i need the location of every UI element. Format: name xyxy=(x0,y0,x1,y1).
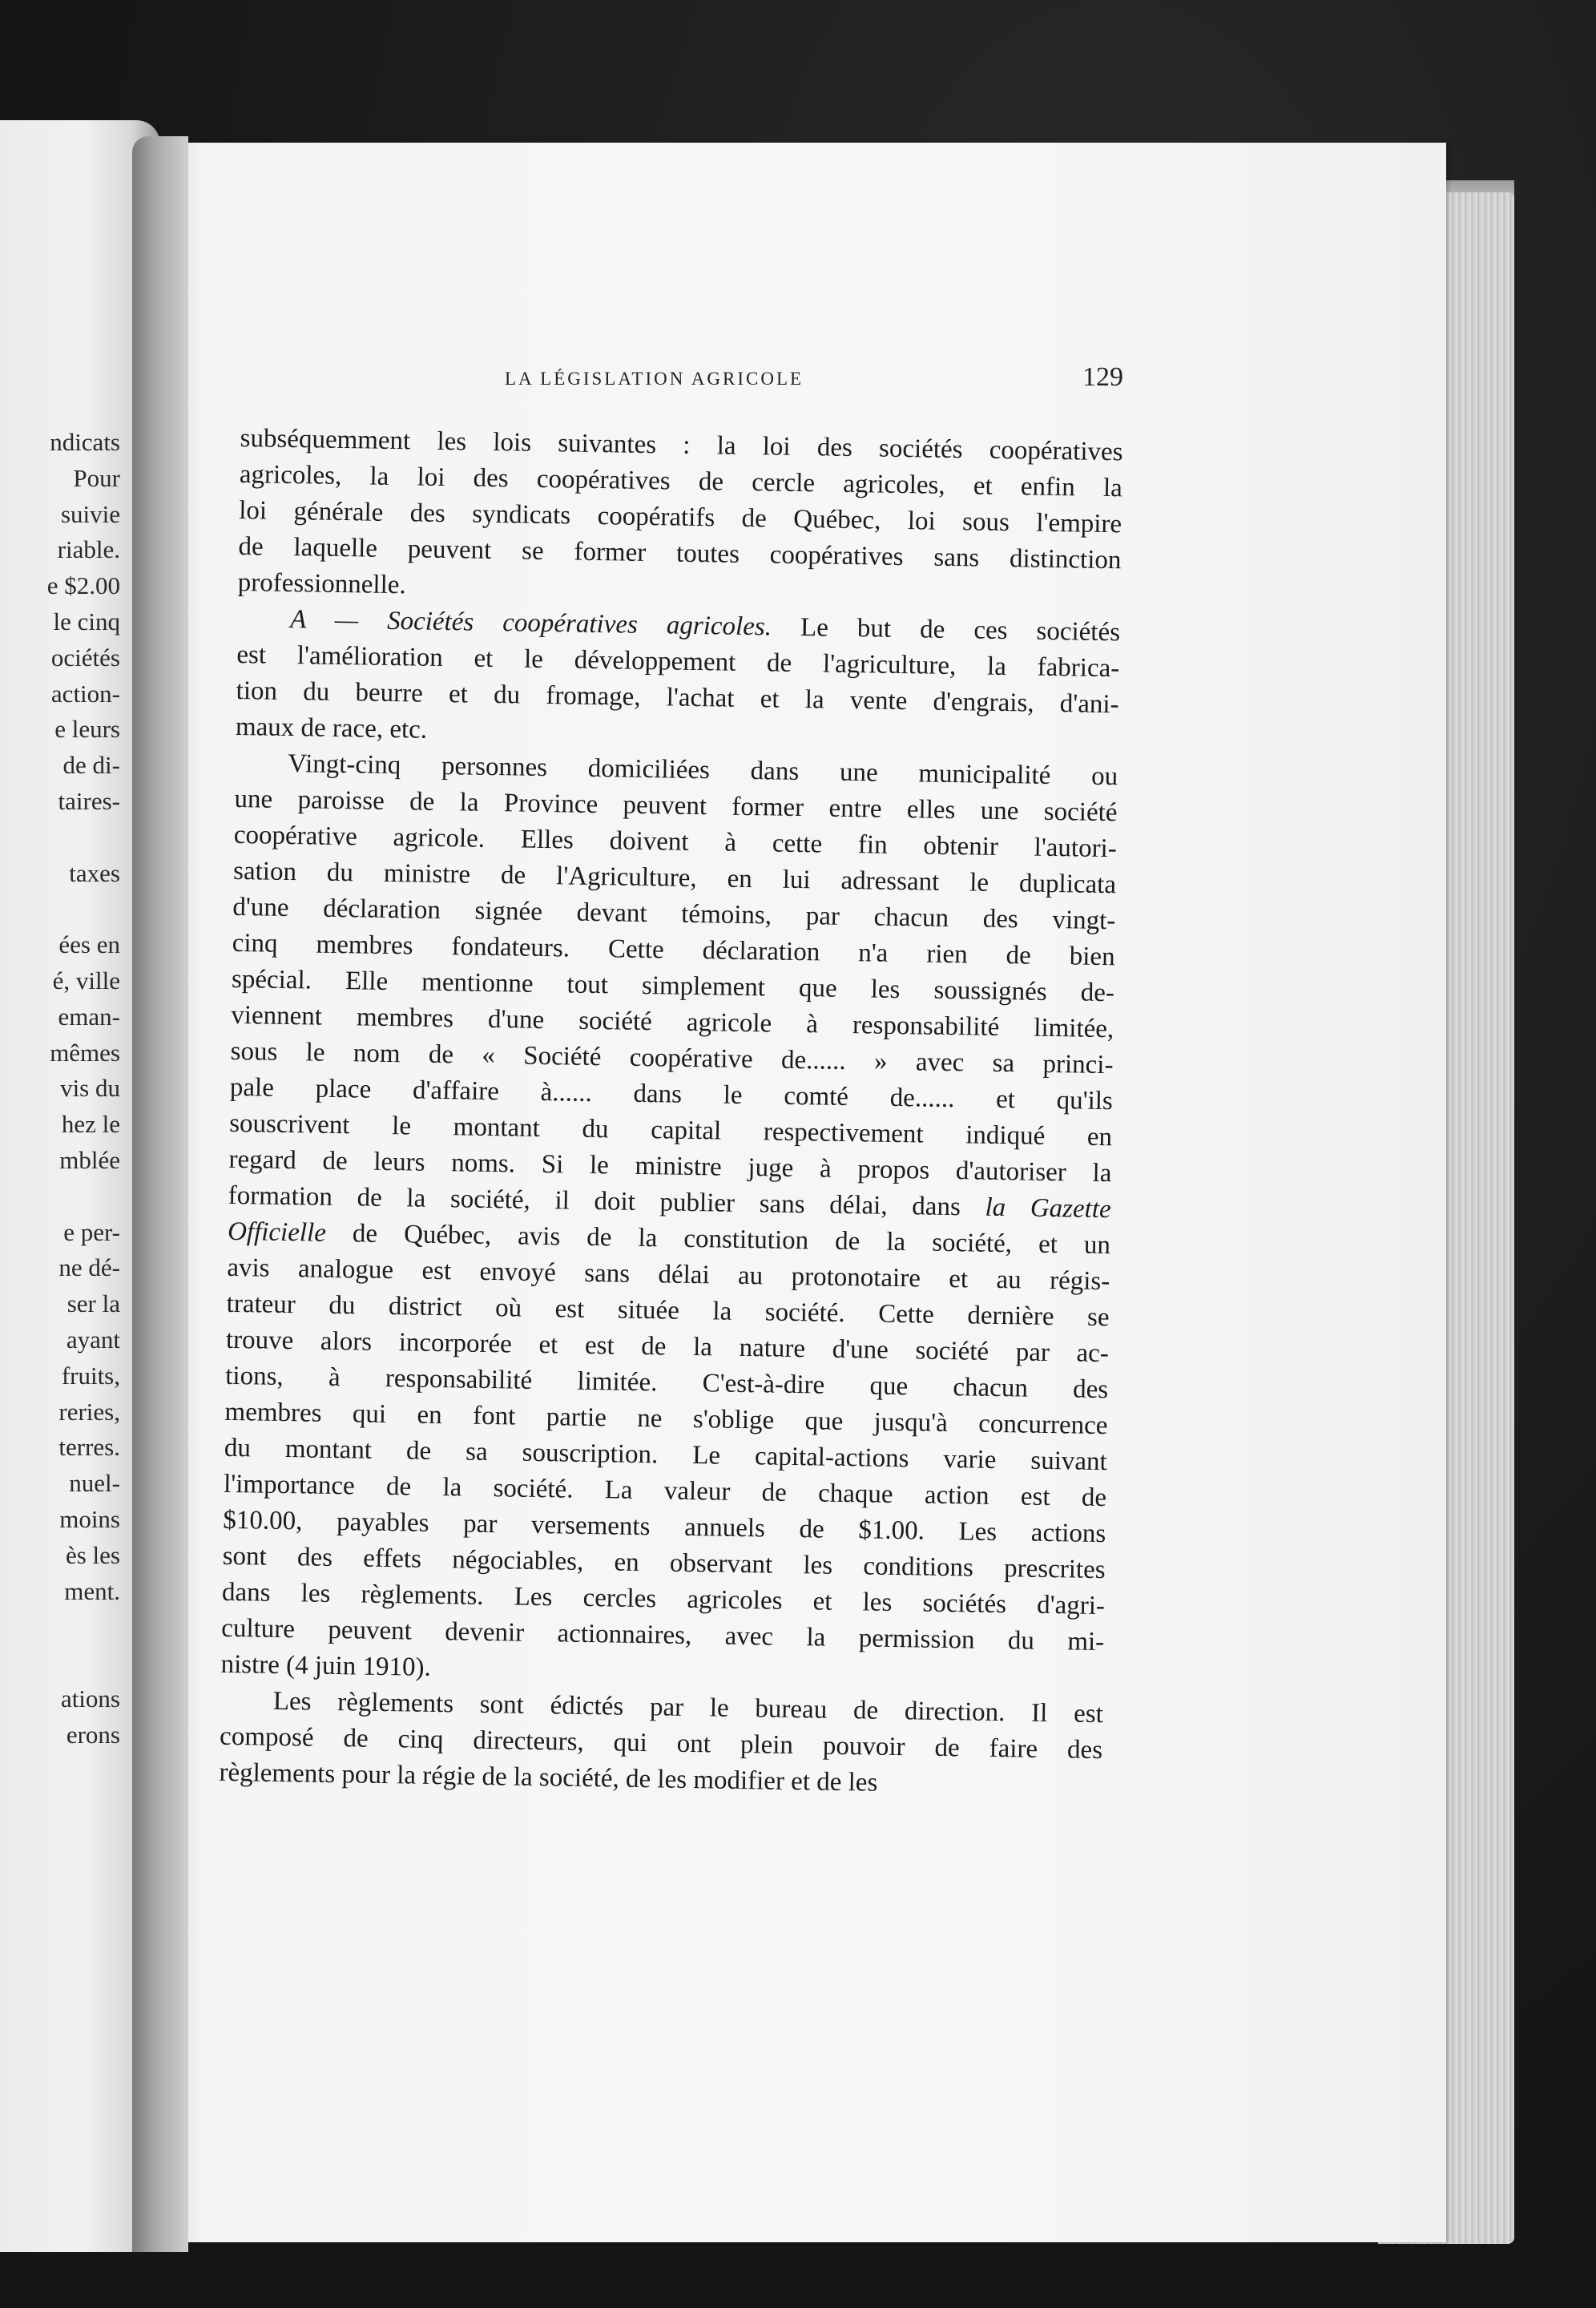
line-text: trouve alors incorporée et est de la nature d'une société par ac- xyxy=(225,1325,1110,1369)
left-fragment: e per- xyxy=(63,1217,120,1246)
left-fragment: eman- xyxy=(58,1002,120,1031)
line-text: formation de la société, il doit publier sans délai, dans xyxy=(228,1180,961,1222)
left-fragment: fruits, xyxy=(61,1361,120,1390)
left-fragment: suivie xyxy=(60,499,120,528)
page-number: 129 xyxy=(1082,362,1123,392)
left-fragment: Pour xyxy=(73,463,120,492)
line-text: professionnelle. xyxy=(237,567,406,600)
line-text: tion du beurre et du fromage, l'achat et la vente d'engrais, d'ani- xyxy=(236,676,1119,720)
left-fragment: taxes xyxy=(69,858,120,887)
line-text: Vingt-cinq personnes domiciliées dans une municipalité ou xyxy=(288,748,1118,792)
line-text: avis analogue est envoyé sans délai au protonotaire et au régis- xyxy=(227,1253,1110,1297)
left-fragment: ations xyxy=(60,1684,120,1713)
left-fragment xyxy=(47,820,120,856)
left-fragment: mêmes xyxy=(50,1038,120,1067)
left-fragment xyxy=(47,1645,120,1681)
left-fragment: hez le xyxy=(61,1110,120,1139)
left-fragment: riable. xyxy=(57,535,120,564)
line-text: sation du ministre de l'Agriculture, en lui adressant le duplicata xyxy=(232,856,1117,900)
left-fragment: reries, xyxy=(58,1397,120,1426)
line-text: regard de leurs noms. Si le ministre juge à propos d'autoriser la xyxy=(228,1144,1112,1188)
line-text: sous le nom de « Société coopérative de...... » avec sa princi- xyxy=(230,1036,1114,1080)
line-text: sont des effets négociables, en observant les conditions prescrites xyxy=(222,1541,1106,1585)
line-text: pale place d'affaire à...... dans le comté de...... et qu'ils xyxy=(229,1072,1114,1116)
left-fragment: terres. xyxy=(58,1433,120,1462)
line-text: de Québec, avis de la constitution de la société, et un xyxy=(325,1218,1111,1261)
line-text: du montant de sa souscription. Le capital-actions varie suivant xyxy=(224,1433,1108,1477)
left-fragment: le cinq xyxy=(53,607,120,636)
left-fragment: ès les xyxy=(65,1540,120,1569)
left-fragment: é, ville xyxy=(52,966,120,995)
left-fragment: ayant xyxy=(66,1325,120,1354)
running-title: LA LÉGISLATION AGRICOLE xyxy=(505,369,804,389)
line-text: règlements pour la régie de la société, de les modifier et de les xyxy=(219,1757,878,1798)
line-text: agricoles, la loi des coopératives de cercle agricoles, et enfin la xyxy=(239,459,1123,503)
line-text: nistre (4 juin 1910). xyxy=(220,1649,432,1682)
line-text: d'une déclaration signée devant témoins, par chacun des vingt- xyxy=(232,892,1116,936)
line-text: membres qui en font partie ne s'oblige que jusqu'à concurrence xyxy=(224,1397,1108,1441)
line-text: $10.00, payables par versements annuels de $1.00. Les actions xyxy=(223,1505,1106,1549)
line-text: subséquemment les lois suivantes : la loi des sociétés coopératives xyxy=(240,423,1123,467)
line-text: spécial. Elle mentionne tout simplement que les soussignés de- xyxy=(231,964,1115,1008)
left-fragment: mblée xyxy=(59,1145,120,1174)
left-fragment: ser la xyxy=(66,1289,120,1318)
line-text: une paroisse de la Province peuvent former entre elles une société xyxy=(234,784,1118,828)
left-page-text-fragments xyxy=(47,425,120,1753)
left-fragment: ment. xyxy=(64,1576,120,1605)
line-text: trateur du district où est située la société. Cette dernière se xyxy=(226,1289,1110,1333)
left-fragment: ndicats xyxy=(50,428,120,456)
line-text: coopérative agricole. Elles doivent à cette fin obtenir l'autori- xyxy=(233,820,1118,864)
section-heading: A — Sociétés coopératives agricoles. xyxy=(289,605,772,642)
left-fragment xyxy=(47,1609,120,1645)
line-text: l'importance de la société. La valeur de chaque action est de xyxy=(223,1469,1107,1513)
line-text: de laquelle peuvent se former toutes coopératives sans distinction xyxy=(238,531,1122,575)
line-text: est l'amélioration et le développement de l'agriculture, la fabrica- xyxy=(236,640,1120,684)
left-fragment: vis du xyxy=(60,1074,120,1103)
italic-text: la Gazette xyxy=(960,1192,1111,1225)
left-fragment: ées en xyxy=(58,930,120,959)
line-text: cinq membres fondateurs. Cette déclaration n'a rien de bien xyxy=(232,928,1115,972)
left-fragment xyxy=(47,1179,120,1215)
left-fragment xyxy=(47,891,120,927)
left-fragment: ne dé- xyxy=(58,1253,120,1282)
body-text xyxy=(219,421,1123,1805)
line-text: souscrivent le montant du capital respectivement indiqué en xyxy=(228,1108,1113,1152)
book-gutter xyxy=(132,136,188,2252)
line-text: Le but de ces sociétés xyxy=(771,612,1121,648)
left-fragment: moins xyxy=(59,1504,120,1533)
line-text: viennent membres d'une société agricole à responsabilité limitée, xyxy=(231,1000,1114,1044)
line-text: culture peuvent devenir actionnaires, avec la permission du mi- xyxy=(221,1613,1105,1657)
left-fragment: action- xyxy=(50,679,120,708)
left-fragment: erons xyxy=(66,1720,120,1749)
left-fragment: e leurs xyxy=(54,715,120,744)
italic-text: Officielle xyxy=(227,1217,327,1248)
line-text: composé de cinq directeurs, qui ont plein pouvoir de faire des xyxy=(219,1721,1103,1765)
line-text: loi générale des syndicats coopératifs de Québec, loi sous l'empire xyxy=(238,495,1122,539)
left-fragment: de di- xyxy=(62,751,120,780)
left-fragment: nuel- xyxy=(69,1469,120,1498)
left-fragment: e $2.00 xyxy=(46,571,120,600)
left-fragment: taires- xyxy=(58,786,120,815)
line-text: tions, à responsabilité limitée. C'est-à-dire que chacun des xyxy=(224,1361,1109,1405)
line-text: Les règlements sont édictés par le bureau de direction. Il est xyxy=(272,1686,1104,1729)
line-text: maux de race, etc. xyxy=(235,712,428,744)
line-text: dans les règlements. Les cercles agricoles et les sociétés d'agri- xyxy=(221,1577,1106,1621)
left-fragment: ociétés xyxy=(50,643,120,672)
